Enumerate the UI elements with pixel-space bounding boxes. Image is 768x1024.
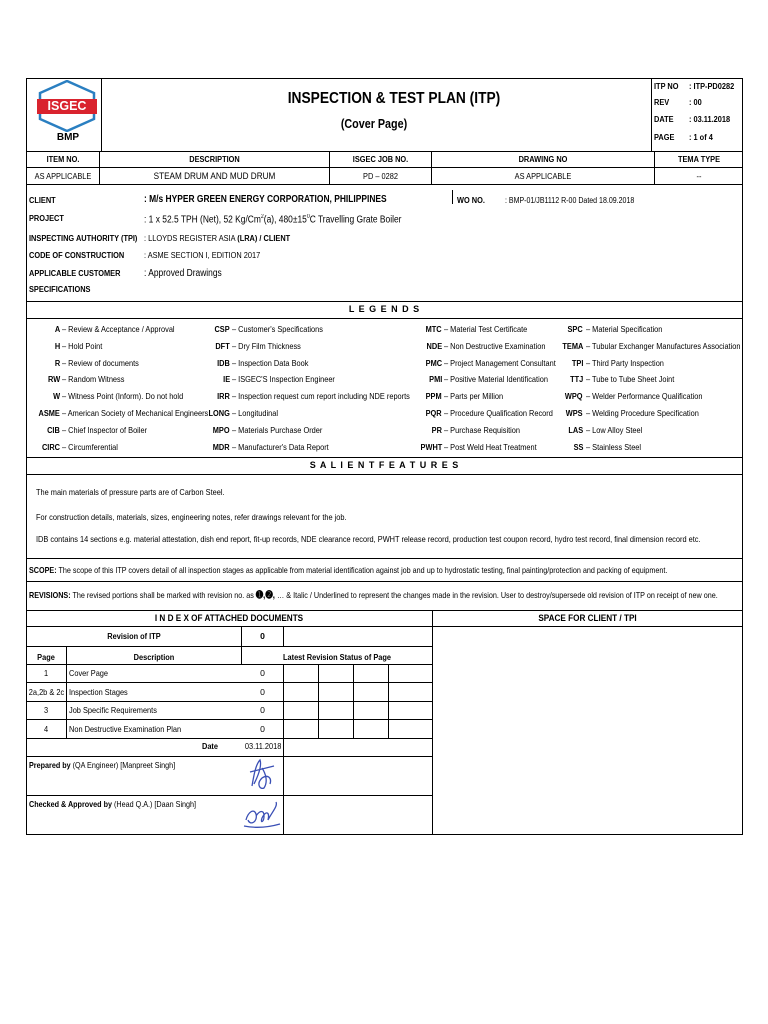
client-tpi-space[interactable]	[433, 627, 742, 834]
legend-description: – Hold Point	[62, 340, 103, 351]
code-label: CODE OF CONSTRUCTION	[29, 250, 125, 260]
client-value: : M/s HYPER GREEN ENERGY CORPORATION, PHILIPPINES	[144, 194, 387, 205]
legend-description: – Material Test Certificate	[444, 324, 528, 334]
index-row-revision: 0	[260, 687, 265, 697]
index-row-page: 1	[43, 668, 49, 678]
legend-key: SPC	[567, 324, 583, 334]
index-row-page: 3	[43, 705, 49, 715]
spec-label-line1: APPLICABLE CUSTOMER	[29, 268, 121, 278]
page-title: INSPECTION & TEST PLAN (ITP)	[287, 90, 501, 107]
index-row-page: 2a,2b & 2c	[28, 687, 65, 697]
index-row-revision: 0	[260, 668, 265, 678]
legend-description: – ISGEC'S Inspection Engineer	[232, 374, 335, 385]
legend-description: – Parts per Million	[444, 391, 504, 402]
legend-key: H	[54, 340, 60, 351]
legend-key: MDR	[213, 441, 230, 452]
meta-value: : 1 of 4	[689, 132, 713, 142]
header-job-no: ISGEC JOB NO.	[352, 154, 409, 164]
legend-description: – Random Witness	[62, 374, 125, 385]
header-item-no: ITEM NO.	[46, 154, 80, 164]
legend-description: – Longitudinal	[232, 408, 279, 418]
meta-value: : 03.11.2018	[689, 114, 731, 124]
index-row-page: 4	[43, 724, 49, 734]
meta-label: REV	[654, 97, 670, 107]
checked-by: Checked & Approved by (Head Q.A.) [Daan Singh]	[29, 799, 197, 809]
unit-label: BMP	[56, 132, 80, 143]
legend-key: WPS	[566, 408, 583, 418]
legend-description: – Post Weld Heat Treatment	[444, 441, 537, 452]
space-for-client-title: SPACE FOR CLIENT / TPI	[538, 613, 637, 624]
legend-key: CSP	[214, 324, 230, 334]
legend-key: MTC	[425, 324, 442, 334]
index-row-description: Non Destructive Examination Plan	[69, 724, 182, 734]
legend-key: WPQ	[565, 391, 583, 402]
legend-key: NDE	[426, 340, 442, 351]
legend-key: SS	[573, 441, 583, 452]
legend-key: IDB	[217, 357, 230, 368]
meta-value: : 00	[689, 97, 702, 107]
legend-key: PMI	[428, 374, 442, 385]
legend-key: TPI	[571, 357, 583, 368]
value-tema-type: --	[696, 171, 702, 181]
legend-description: – American Society of Mechanical Engineers	[62, 408, 209, 418]
index-row-revision: 0	[260, 724, 265, 734]
isgec-logo	[36, 80, 98, 132]
legend-description: – Material Specification	[586, 324, 663, 334]
legend-key: PMC	[425, 357, 442, 368]
legend-key: RW	[47, 374, 60, 385]
header-drawing-no: DRAWING NO	[518, 154, 568, 164]
header-description: DESCRIPTION	[189, 154, 240, 164]
legend-key: TEMA	[562, 340, 583, 351]
value-drawing-no: AS APPLICABLE	[514, 171, 572, 181]
legend-description: – Low Alloy Steel	[586, 424, 643, 435]
meta-label: DATE	[654, 114, 674, 124]
legend-key: PPM	[425, 391, 442, 402]
spec-label-line2: SPECIFICATIONS	[29, 284, 91, 294]
prepared-signature	[244, 756, 280, 794]
legend-description: – Witness Point (Inform). Do not hold	[62, 391, 184, 402]
legend-description: – Review of documents	[62, 357, 139, 368]
legend-description: – Welding Procedure Specification	[586, 408, 699, 418]
legend-key: CIRC	[41, 441, 60, 452]
legend-key: CIB	[47, 424, 60, 435]
header-tema-type: TEMA TYPE	[677, 154, 721, 164]
legend-description: – Procedure Qualification Record	[444, 408, 553, 418]
salient-title: S A L I E N T F E A T U R E S	[309, 460, 460, 470]
legend-description: – Project Management Consultant	[444, 357, 556, 368]
index-row-description: Job Specific Requirements	[69, 705, 157, 715]
legend-key: LONG	[208, 408, 230, 418]
legend-key: W	[53, 391, 60, 402]
legends-title: L E G E N D S	[348, 304, 421, 314]
legend-key: PR	[431, 424, 442, 435]
legend-description: – Purchase Requisition	[444, 424, 521, 435]
legend-key: TTJ	[569, 374, 583, 385]
salient-line-1: The main materials of pressure parts are of Carbon Steel.	[36, 487, 225, 497]
date-label: Date	[201, 741, 219, 751]
wo-value: : BMP-01/JB1112 R-00 Dated 18.09.2018	[505, 196, 635, 205]
col-description: Description	[133, 652, 175, 662]
code-value: : ASME SECTION I, EDITION 2017	[144, 250, 261, 260]
value-item-no: AS APPLICABLE	[34, 171, 92, 181]
legend-description: – Tubular Exchanger Manufactures Association	[586, 340, 741, 351]
legend-key: IE	[223, 374, 230, 385]
spec-value: : Approved Drawings	[144, 268, 222, 279]
col-page: Page	[37, 652, 55, 662]
legend-description: – Stainless Steel	[586, 441, 642, 452]
meta-value: : ITP-PD0282	[689, 81, 735, 91]
legend-key: MPO	[213, 424, 230, 435]
legend-key: PQR	[425, 408, 442, 418]
legend-key: R	[54, 357, 60, 368]
legend-description: – Manufacturer's Data Report	[232, 441, 329, 452]
legend-description: – Non Destructive Examination	[444, 340, 546, 351]
value-description: STEAM DRUM AND MUD DRUM	[153, 171, 276, 182]
client-label: CLIENT	[29, 195, 56, 205]
legend-key: DFT	[215, 340, 230, 351]
legend-description: – Dry Film Thickness	[232, 340, 301, 351]
legend-description: – Tube to Tube Sheet Joint	[586, 374, 675, 385]
revision-of-itp-label: Revision of ITP	[107, 631, 161, 641]
legend-description: – Welder Performance Qualification	[586, 391, 703, 402]
tpi-value: : LLOYDS REGISTER ASIA (LRA) / CLIENT	[144, 233, 291, 243]
index-row-revision: 0	[260, 705, 265, 715]
legend-description: – Inspection Data Book	[232, 357, 309, 368]
revision-of-itp-value: 0	[260, 631, 265, 641]
index-row-description: Inspection Stages	[69, 687, 128, 697]
tpi-label: INSPECTING AUTHORITY (TPI)	[29, 233, 138, 243]
legend-description: – Positive Material Identification	[444, 374, 548, 385]
logo-text: ISGEC	[47, 99, 87, 113]
salient-line-2: For construction details, materials, sizes, engineering notes, refer drawings relevant for the job.	[36, 512, 347, 522]
legend-description: – Inspection request cum report including NDE reports	[232, 391, 410, 402]
legend-description: – Third Party Inspection	[586, 357, 664, 368]
legend-key: IRR	[217, 391, 230, 402]
scope-text: SCOPE: The scope of this ITP covers detail of all inspection stages as applicable from material identification against job and up to hydrostatic testing, final painting/protection and packing of equipment.	[29, 565, 668, 575]
index-row-description: Cover Page	[69, 668, 109, 678]
value-job-no: PD – 0282	[363, 171, 398, 181]
col-status: Latest Revision Status of Page	[282, 652, 392, 662]
legend-description: – Circumferential	[62, 441, 118, 452]
legend-key: ASME	[38, 408, 60, 418]
wo-label: WO NO.	[457, 195, 485, 205]
legend-key: A	[54, 324, 60, 334]
legend-description: – Review & Acceptance / Approval	[62, 324, 175, 334]
meta-label: PAGE	[654, 132, 675, 142]
legend-key: LAS	[568, 424, 583, 435]
legend-key: PWHT	[420, 441, 442, 452]
page-subtitle: (Cover Page)	[340, 117, 408, 131]
meta-label: ITP NO	[654, 81, 679, 91]
date-value: 03.11.2018	[244, 741, 282, 751]
legend-description: – Materials Purchase Order	[232, 424, 323, 435]
salient-line-3: IDB contains 14 sections e.g. material attestation, dish end report, fit-up records, NDE clearance record, PWHT release record, production test coupon record, hydro test record, final dimension record etc.	[36, 534, 701, 544]
project-value: : 1 x 52.5 TPH (Net), 52 Kg/Cm$^2$(a), $480\pm 15^0C$ Travelling Grate Boiler	[144, 214, 402, 226]
legend-description: – Customer's Specifications	[232, 324, 323, 334]
prepared-by: Prepared by (QA Engineer) [Manpreet Singh]	[29, 760, 176, 770]
index-title: I N D E X OF ATTACHED DOCUMENTS	[154, 613, 304, 624]
checked-signature	[240, 798, 284, 834]
revisions-text: REVISIONS: The revised portions shall be marked with revision no. as ➊,➋, … & Italic / Underlined to represent the changes made in the revision. User to destroy/supersede old revision of ITP on receipt of new one.	[29, 590, 718, 601]
project-label: PROJECT	[29, 213, 64, 223]
legend-description: – Chief Inspector of Boiler	[62, 424, 148, 435]
